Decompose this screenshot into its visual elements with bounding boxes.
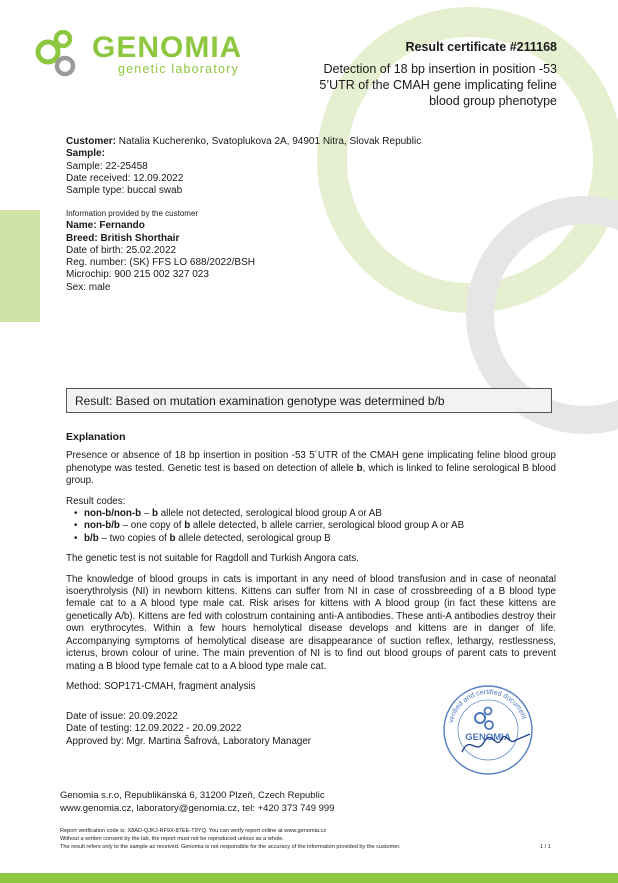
date-received: Date received: 12.09.2022 [66, 172, 184, 184]
logo [34, 30, 86, 87]
date-of-issue: Date of issue: 20.09.2022 [66, 711, 178, 722]
certification-stamp [440, 682, 536, 778]
date-of-testing: Date of testing: 12.09.2022 - 20.09.2022 [66, 723, 242, 735]
test-name-line1: Detection of 18 bp insertion in position -53 [323, 62, 557, 76]
footer-fine-print [60, 827, 550, 851]
stamp-ring-text: verified and certified document [447, 688, 528, 724]
explanation-section [66, 431, 556, 693]
sample-number: Sample: 22-25458 [66, 160, 148, 172]
certificate-number: Result certificate #211168 [405, 40, 557, 54]
logo-mark-icon [34, 30, 86, 82]
deco-green-block [0, 210, 40, 322]
result-codes-heading: Result codes: [66, 495, 126, 507]
result-box: Result: Based on mutation examination genotype was determined b/b [66, 388, 552, 413]
test-name-line3: blood group phenotype [429, 94, 557, 108]
animal-section [66, 208, 466, 294]
footer-contact-line: www.genomia.cz, laboratory@genomia.cz, tel: +420 373 749 999 [60, 803, 335, 814]
explanation-p3: The knowledge of blood groups in cats is important in any need of blood transfusion and in case of neonatal isoerythrolysis (NI) in newborn kittens. Kittens can suffer from NI in case of crossbreeding of a B blood type female cat to a A blood type male cat. Risk arises for kittens with A blood group (in fact these kittens are genetically A/b). Kittens are fed with colostrum containing anti-A antibodies. These anti-A antibodies destroy their own erythrocytes. Within a few hours hemolytical disease develops and kittens are in danger of life. Accompanying symptoms of hemolytical disease are disappearance of suction reflex, lethargy, restlessness, icterus, brown colour of urine. The main prevention of NI is to find out blood groups of parent cats to prevent mating a B blood type female cat to a A blood type male cat. [66, 573, 556, 672]
sample-type: Sample type: buccal swab [66, 185, 183, 197]
explanation-heading: Explanation [66, 431, 126, 443]
customer-section [66, 136, 546, 197]
customer-info-note: Information provided by the customer [66, 209, 199, 218]
certificate-header [257, 40, 557, 109]
customer-line [66, 136, 546, 148]
logo-subtitle: genetic laboratory [118, 62, 239, 76]
animal-reg: Reg. number: (SK) FFS LO 688/2022/BSH [66, 257, 255, 269]
stamp-logo-icon [475, 708, 493, 730]
verification-code: Report verification code is: X8AD-QJKJ-RF9X-87EE-T9YQ. You can verify report online at www.genomia.cz [60, 828, 327, 834]
explanation-p2: The genetic test is not suitable for Ragdoll and Turkish Angora cats. [66, 553, 359, 565]
explanation-p1: Presence or absence of 18 bp insertion in position -53 5´UTR of the CMAH gene implicating feline blood group phenotype was tested. Genetic test is based on detection of allele b, which is linked to feline serological B blood group. [66, 450, 556, 487]
animal-dob: Date of birth: 25.02.2022 [66, 244, 177, 256]
animal-sex: Sex: male [66, 281, 111, 293]
dates-section [66, 711, 386, 748]
animal-name: Name: Fernando [66, 220, 145, 232]
responsibility-note: The result refers only to the sample as received. Genomia is not responsible for the accuracy of the information provided by the customer. [60, 844, 401, 850]
customer-value: Natalia Kucherenko, Svatoplukova 2A, 94901 Nitra, Slovak Republic [116, 136, 422, 147]
result-code-item: • b/b – two copies of b allele detected, serological group B [66, 533, 556, 545]
stamp-name: GENOMIA [465, 732, 511, 743]
logo-wordmark: GENOMIA [92, 31, 243, 64]
bottom-green-bar [0, 873, 618, 883]
sample-heading: Sample: [66, 148, 105, 160]
footer-address: Genomia s.r.o, Republikánská 6, 31200 Plzeň, Czech Republic [60, 790, 325, 801]
method-line: Method: SOP171-CMAH, fragment analysis [66, 680, 256, 692]
footer-contact [60, 789, 334, 815]
approved-by: Approved by: Mgr. Martina Šafrová, Laboratory Manager [66, 735, 312, 747]
animal-breed: Breed: British Shorthair [66, 232, 180, 244]
animal-chip: Microchip: 900 215 002 327 023 [66, 269, 209, 281]
reproduction-note: Without a written consent by the lab, the report must not be reproduced unless as a whole. [60, 836, 284, 842]
result-code-item: • non-b/b – one copy of b allele detected, b allele carrier, serological blood group A or AB [66, 520, 556, 532]
customer-label: Customer: [66, 136, 117, 147]
result-codes-list [66, 508, 556, 545]
result-code-item: • non-b/non-b – b allele not detected, serological blood group A or AB [66, 508, 556, 520]
page-number: 1 / 1 [540, 844, 551, 850]
test-name-line2: 5’UTR of the CMAH gene implicating feline [319, 78, 557, 92]
